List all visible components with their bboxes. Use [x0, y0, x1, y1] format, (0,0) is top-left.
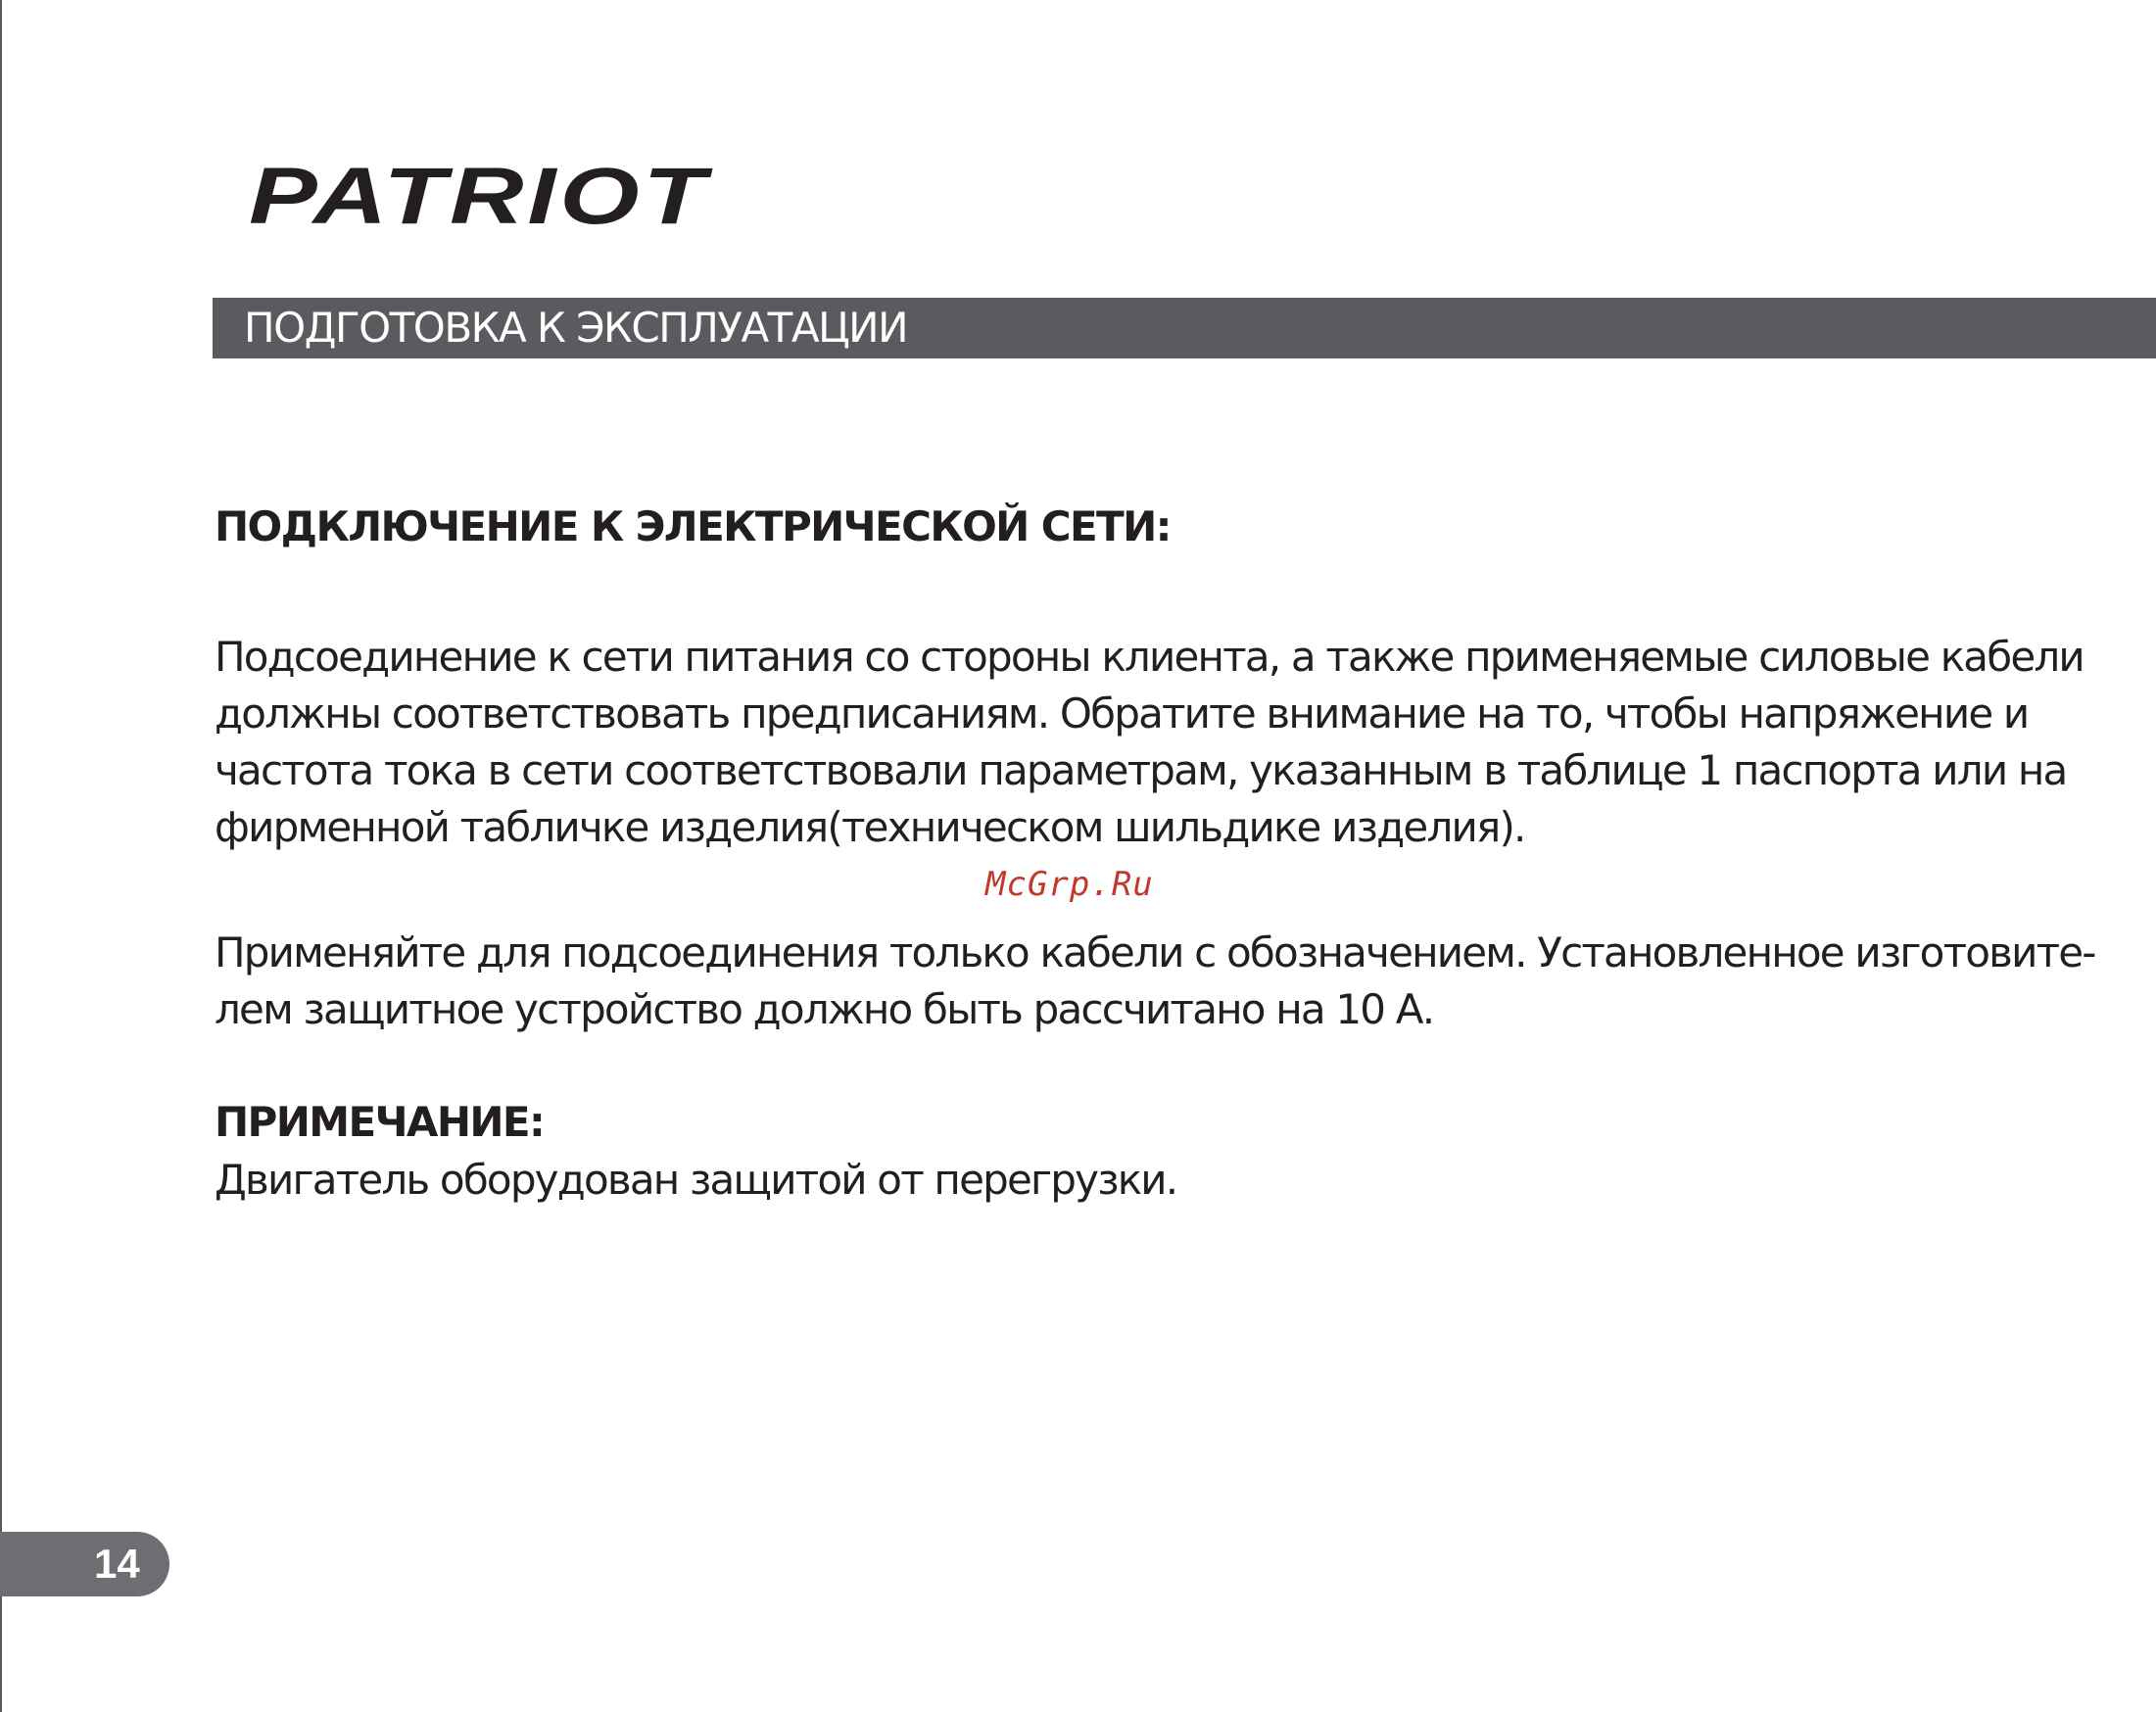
paragraph-line: лем защитное устройство должно быть рассчитано на 10 А.	[215, 985, 1434, 1033]
note-text	[215, 1152, 2115, 1209]
page-edge-rule	[0, 0, 2, 1712]
paragraph-line: Применяйте для подсоединения только кабели с обозначением. Установленное изготовите-	[215, 928, 2095, 976]
section-header-bar	[213, 298, 2156, 358]
cable-paragraph	[215, 925, 2115, 1038]
page-number-badge	[0, 1532, 169, 1596]
paragraph-line: фирменной табличке изделия(техническом шильдике изделия).	[215, 803, 1525, 851]
patriot-logo	[245, 157, 715, 235]
connection-paragraph	[215, 629, 2115, 856]
note-heading: ПРИМЕЧАНИЕ:	[215, 1098, 545, 1146]
paragraph-line: частота тока в сети соответствовали параметрам, указанным в таблице 1 паспорта или на	[215, 746, 2067, 794]
paragraph-line: должны соответствовать предписаниям. Обратите внимание на то, чтобы напряжение и	[215, 690, 2029, 737]
svg-text:PATRIOT: PATRIOT	[249, 157, 713, 235]
page-number: 14	[94, 1541, 140, 1587]
source-watermark: McGrp.Ru	[985, 865, 1154, 904]
main-content	[215, 498, 2115, 1209]
section-title: ПОДГОТОВКА К ЭКСПЛУАТАЦИИ	[244, 304, 908, 352]
connection-heading: ПОДКЛЮЧЕНИЕ К ЭЛЕКТРИЧЕСКОЙ СЕТИ:	[215, 502, 1171, 550]
paragraph-line: Подсоединение к сети питания со стороны клиента, а также применяемые силовые кабели	[215, 633, 2084, 681]
note-line: Двигатель оборудован защитой от перегрузки.	[215, 1156, 1177, 1204]
